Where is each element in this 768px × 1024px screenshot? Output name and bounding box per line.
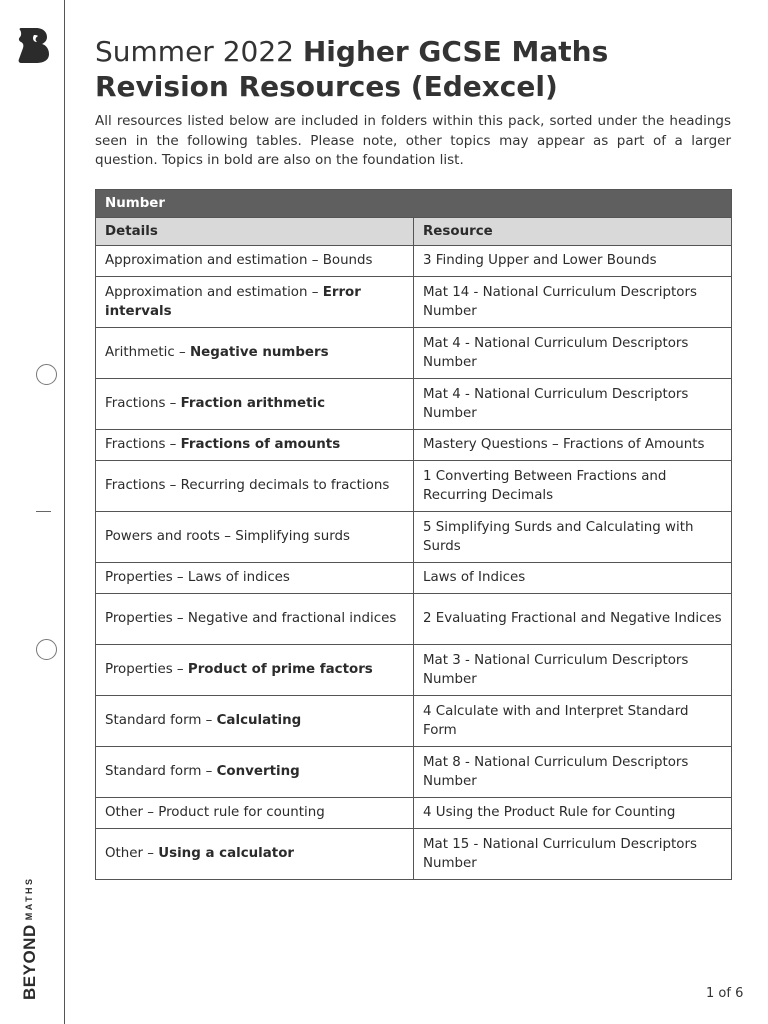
resource-cell: Mat 3 - National Curriculum Descriptors Number [414, 645, 732, 696]
detail-cell [96, 594, 414, 645]
table-row [96, 696, 732, 747]
table-row [96, 379, 732, 430]
section-title: Number [96, 190, 732, 218]
resource-cell: 4 Using the Product Rule for Counting [414, 798, 732, 829]
detail-text: Properties – Negative and fractional indices [105, 611, 397, 627]
punch-hole-lower [36, 639, 57, 660]
detail-bold-topic: Using a calculator [158, 846, 295, 862]
detail-text: Arithmetic – [105, 345, 190, 361]
resource-cell: Mat 15 - National Curriculum Descriptors Number [414, 829, 732, 880]
detail-text: Fractions – [105, 437, 181, 453]
detail-bold-topic: Fraction arithmetic [180, 396, 326, 412]
detail-text: Powers and roots – Simplifying surds [105, 529, 350, 545]
brand-wordmark [20, 876, 40, 1000]
binder-margin-line [64, 0, 65, 1024]
detail-cell [96, 246, 414, 277]
title-season: Summer 2022 [95, 35, 294, 68]
detail-cell [96, 512, 414, 563]
detail-cell [96, 829, 414, 880]
detail-bold-topic: Fractions of amounts [180, 437, 341, 453]
detail-text: Approximation and estimation – Bounds [105, 253, 373, 269]
resource-cell: 5 Simplifying Surds and Calculating with Surds [414, 512, 732, 563]
table-row [96, 798, 732, 829]
table-row [96, 461, 732, 512]
resource-cell: Mat 4 - National Curriculum Descriptors Number [414, 379, 732, 430]
table-row [96, 512, 732, 563]
detail-bold-topic: Product of prime factors [187, 662, 373, 678]
section-header-row [96, 190, 732, 218]
detail-text: Fractions – [105, 396, 181, 412]
brand-maths-text: MATHS [24, 876, 34, 921]
table-row [96, 594, 732, 645]
resource-cell: Mat 8 - National Curriculum Descriptors Number [414, 747, 732, 798]
detail-cell [96, 379, 414, 430]
table-row [96, 430, 732, 461]
detail-bold-topic: Converting [216, 764, 300, 780]
detail-cell [96, 747, 414, 798]
table-row [96, 246, 732, 277]
beyond-logo-icon [16, 26, 50, 64]
resource-cell: 4 Calculate with and Interpret Standard Form [414, 696, 732, 747]
detail-text: Other – Product rule for counting [105, 805, 325, 821]
detail-text: Approximation and estimation – [105, 284, 323, 300]
detail-cell [96, 328, 414, 379]
table-row [96, 563, 732, 594]
detail-cell [96, 696, 414, 747]
resource-cell: 3 Finding Upper and Lower Bounds [414, 246, 732, 277]
detail-cell [96, 645, 414, 696]
detail-text: Other – [105, 846, 159, 862]
resource-cell: Mastery Questions – Fractions of Amounts [414, 430, 732, 461]
detail-text: Properties – [105, 662, 188, 678]
table-body [96, 246, 732, 880]
detail-bold-topic: Error intervals [105, 284, 361, 319]
detail-cell [96, 430, 414, 461]
detail-cell [96, 461, 414, 512]
punch-hole-upper [36, 364, 57, 385]
resource-cell: Laws of Indices [414, 563, 732, 594]
page-number: 1 of 6 [706, 986, 744, 1001]
resource-cell: 2 Evaluating Fractional and Negative Indices [414, 594, 732, 645]
column-header-resource: Resource [414, 218, 732, 246]
detail-text: Standard form – [105, 764, 217, 780]
table-row [96, 277, 732, 328]
table-row [96, 747, 732, 798]
detail-cell [96, 798, 414, 829]
intro-paragraph: All resources listed below are included in folders within this pack, sorted under the headings seen in the following tables. Please note, other topics may appear as part of a larger question. Topics in bold are also on the foundation list. [95, 113, 731, 168]
resource-cell: Mat 4 - National Curriculum Descriptors Number [414, 328, 732, 379]
table-row [96, 829, 732, 880]
resource-cell: Mat 14 - National Curriculum Descriptors Number [414, 277, 732, 328]
detail-cell [96, 563, 414, 594]
detail-bold-topic: Negative numbers [189, 345, 329, 361]
resource-cell: 1 Converting Between Fractions and Recurring Decimals [414, 461, 732, 512]
page-title [95, 34, 735, 104]
detail-bold-topic: Calculating [216, 713, 302, 729]
detail-text: Properties – Laws of indices [105, 570, 290, 586]
brand-beyond-text: BEYOND [20, 924, 39, 1000]
detail-text: Fractions – Recurring decimals to fractions [105, 478, 390, 494]
column-header-row [96, 218, 732, 246]
detail-cell [96, 277, 414, 328]
title-main: Higher GCSE Maths Revision Resources (Edexcel) [95, 35, 609, 103]
table-row [96, 328, 732, 379]
center-tick-mark [36, 511, 51, 512]
table-row [96, 645, 732, 696]
detail-text: Standard form – [105, 713, 217, 729]
resources-table [95, 189, 732, 880]
column-header-details: Details [96, 218, 414, 246]
